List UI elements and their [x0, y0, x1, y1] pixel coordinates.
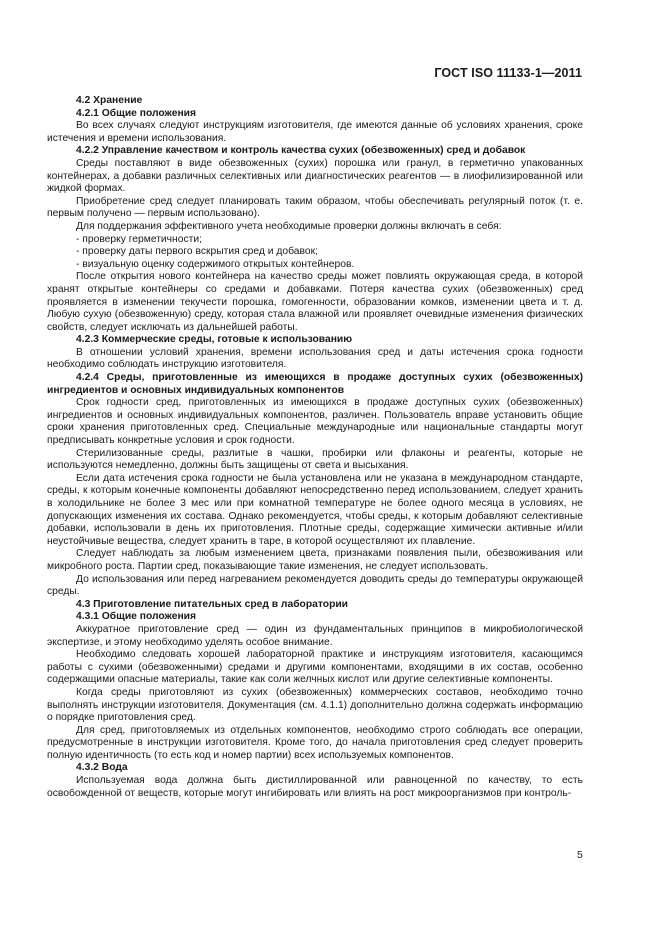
section-heading-4-3-2: 4.3.2 Вода	[76, 762, 128, 774]
paragraph: В отношении условий хранения, времени использования сред и даты истечения срока годности необходимо соблюдать инструкцию изготовителя.	[47, 346, 583, 371]
section-heading-4-2-1: 4.2.1 Общие положения	[76, 107, 196, 119]
paragraph: Следует наблюдать за любым изменением цвета, признаками появления пыли, обезвоживания или микробного роста. Партии сред, показывающие такие изменения, не следует использовать.	[47, 548, 583, 572]
page-number: 5	[577, 850, 583, 861]
paragraph: После открытия нового контейнера на качество среды может повлиять окружающая среда, в которой хранят открытые контейнеры со средами и добавками. Потеря качества сухих (обезвоженных) сред проявляется в изменении текучести порошка, гомогенности, образовании комков, изменении цвета и т. д. Любую сухую (обезвоженную) среду, которая стала влажной или проявляет очевидные изменения физических свойств, следует исключать из дальнейшей работы.	[47, 271, 583, 333]
paragraph: Когда среды приготовляют из сухих (обезвоженных) коммерческих составов, необходимо точно выполнять инструкции изготовителя. Документация (см. 4.1.1) дополнительно должна содержать информацию о порядке приготовления сред.	[47, 686, 583, 724]
paragraph: До использования или перед нагреванием рекомендуется доводить среды до температуры окружающей среды.	[47, 573, 583, 598]
list-item: - визуальную оценку содержимого открытых контейнеров.	[76, 258, 355, 270]
section-heading-4-3-1: 4.3.1 Общие положения	[76, 611, 196, 623]
paragraph: Во всех случаях следуют инструкциям изготовителя, где имеются данные об условиях хранения, сроке истечения и времени использования.	[47, 120, 583, 144]
section-heading-4-2: 4.2 Хранение	[76, 95, 143, 106]
list-item: - проверку даты первого вскрытия сред и добавок;	[76, 246, 318, 258]
paragraph: Если дата истечения срока годности не была установлена или не указана в международном стандарте, среды, к которым конечные компоненты добавляют непосредственно перед использованием, следует хранить в холодильнике не более 3 мес или при комнатной температуре не более одного месяца в условиях, не допускающих изменения их состава. Однако рекомендуется, чтобы среды, к которым добавляют селективные добавки, использовали в день их приготовления. Плотные среды, содержащие химически активные и/или неустойчивые вещества, следует хранить в таре, в которой осуществляют их плавление.	[47, 472, 583, 547]
paragraph: Приобретение сред следует планировать таким образом, чтобы обеспечивать регулярный поток (т. е. первым получено — первым использовано).	[47, 195, 583, 220]
paragraph: Для поддержания эффективного учета необходимые проверки должны включать в себя:	[76, 220, 502, 232]
paragraph: Стерилизованные среды, разлитые в чашки, пробирки или флаконы и реагенты, которые не используются немедленно, должны быть защищены от света и высыхания.	[47, 447, 583, 472]
section-heading-4-2-4: 4.2.4 Среды, приготовленные из имеющихся в продаже доступных сухих (обезвоженных) ингредиентов и основных индивидуальных компонентов	[47, 372, 583, 396]
paragraph: Используемая вода должна быть дистиллированной или равноценной по качеству, то есть освобожденной от веществ, которые могут ингибировать или влиять на рост микроорганизмов при контроль-	[47, 775, 583, 799]
paragraph: Необходимо следовать хорошей лабораторной практике и инструкциям изготовителя, касающимся работы с сухими (обезвоженными) средами и другими компонентами, входящими в их состав, особенно содержащими опасные материалы, такие как соли желчных кислот или другие селективные компоненты.	[47, 649, 583, 686]
section-heading-4-2-3: 4.2.3 Коммерческие среды, готовые к использованию	[76, 334, 353, 346]
document-standard-header: ГОСТ ISO 11133-1—2011	[434, 66, 582, 80]
paragraph: Среды поставляют в виде обезвоженных (сухих) порошка или гранул, в герметично упакованных контейнерах, а добавки различных селективных или диагностических реагентов — в лиофилизированной или жидкой формах.	[47, 157, 583, 195]
section-heading-4-2-2: 4.2.2 Управление качеством и контроль качества сухих (обезвоженных) сред и добавок	[76, 145, 526, 157]
section-heading-4-3: 4.3 Приготовление питательных сред в лаборатории	[76, 598, 349, 610]
paragraph: Срок годности сред, приготовленных из имеющихся в продаже доступных сухих (обезвоженных) ингредиентов и основных индивидуальных компонентов, различен. Пользователь вправе установить общие сроки хранения приготовленных сред. Специальные международные или национальные стандарты могут предписывать конкретные условия и срок годности.	[47, 397, 583, 447]
document-body	[47, 95, 583, 800]
paragraph: Для сред, приготовляемых из отдельных компонентов, необходимо строго соблюдать все операции, предусмотренные в инструкции изготовителя. Кроме того, до начала приготовления сред следует проверить полную идентичность (то есть код и номер партии) всех используемых компонентов.	[47, 724, 583, 761]
list-item: - проверку герметичности;	[76, 233, 202, 245]
paragraph: Аккуратное приготовление сред — один из фундаментальных принципов в микробиологической экспертизе, и этому необходимо уделять особое внимание.	[47, 623, 583, 648]
